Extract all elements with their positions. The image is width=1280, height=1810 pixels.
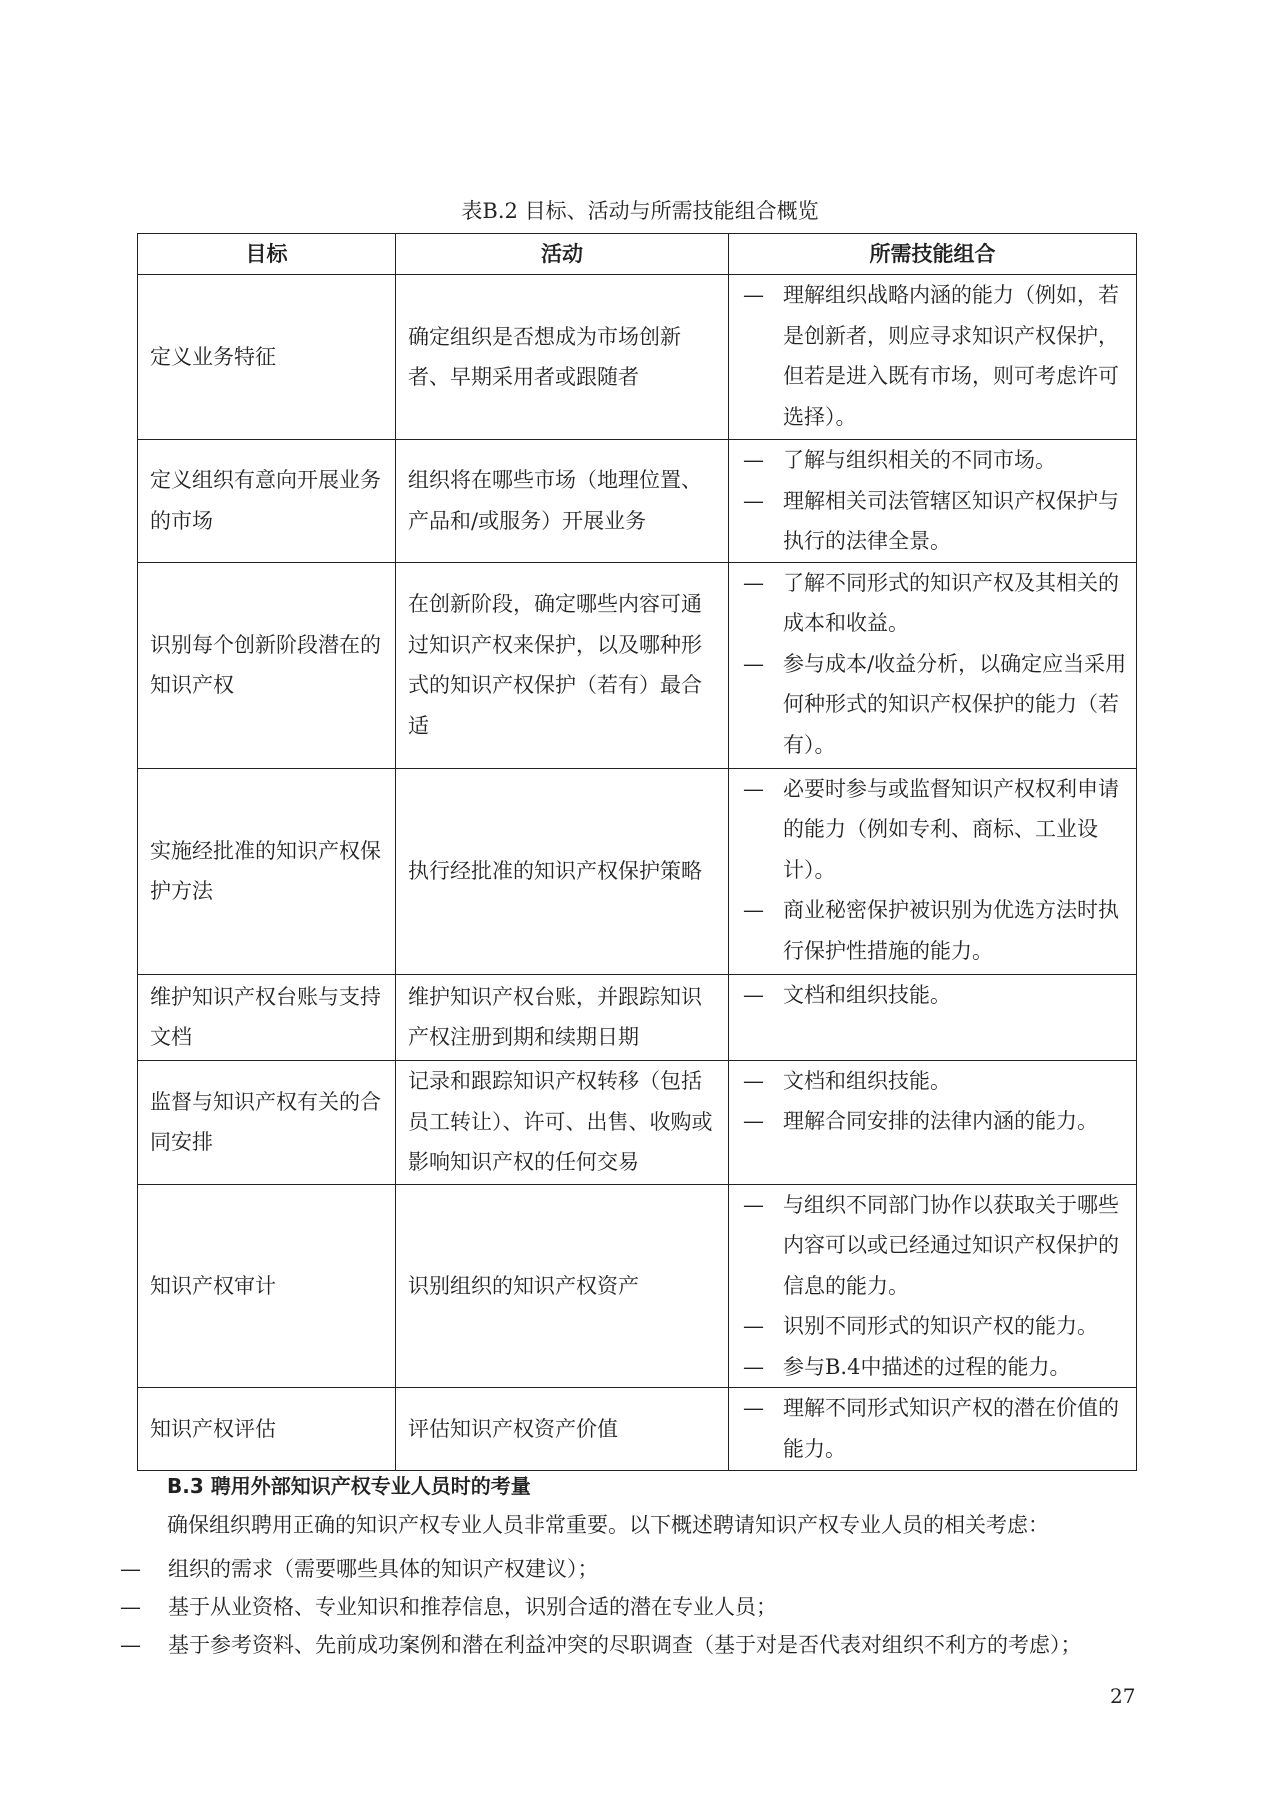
cell-skills [729, 275, 1137, 440]
cell-goal: 维护知识产权台账与支持文档 [138, 974, 396, 1060]
cell-goal: 定义组织有意向开展业务的市场 [138, 440, 396, 563]
skill-list [737, 440, 1130, 562]
skill-dash: — [743, 1396, 764, 1420]
skill-list [737, 769, 1130, 972]
skill-text: 了解不同形式的知识产权及其相关的成本和收益。 [783, 570, 1119, 635]
table-row [138, 974, 1137, 1060]
skill-dash: — [743, 1109, 764, 1133]
skill-item [737, 644, 1130, 766]
cell-skills [729, 768, 1137, 974]
skill-dash: — [743, 651, 764, 676]
skill-dash: — [743, 1314, 764, 1338]
cell-skills [729, 440, 1137, 563]
section-intro: 确保组织聘用正确的知识产权专业人员非常重要。以下概述聘请知识产权专业人员的相关考虑： [167, 1513, 1049, 1537]
table-row [138, 1060, 1137, 1184]
skill-text: 理解不同形式知识产权的潜在价值的能力。 [783, 1396, 1119, 1461]
skill-item [737, 275, 1130, 437]
cell-activity: 评估知识产权资产价值 [396, 1388, 729, 1471]
skill-text: 理解组织战略内涵的能力（例如，若是创新者，则应寻求知识产权保护，但若是进入既有市场，则可考虑许可选择）。 [783, 283, 1119, 429]
table-row [138, 1388, 1137, 1471]
skill-dash: — [743, 898, 764, 922]
cell-activity: 识别组织的知识产权资产 [396, 1184, 729, 1388]
skill-text: 参与B.4中描述的过程的能力。 [783, 1354, 1071, 1379]
cell-goal: 识别每个创新阶段潜在的知识产权 [138, 562, 396, 768]
cell-goal: 实施经批准的知识产权保护方法 [138, 768, 396, 974]
section-title: B.3 聘用外部知识产权专业人员时的考量 [167, 1474, 531, 1498]
skill-item [737, 975, 1130, 1016]
skill-list [737, 563, 1130, 766]
skill-dash: — [743, 448, 764, 472]
skill-text: 文档和组织技能。 [783, 982, 951, 1007]
table-row [138, 768, 1137, 974]
cell-skills [729, 1060, 1137, 1184]
cell-goal: 定义业务特征 [138, 275, 396, 440]
cell-activity: 记录和跟踪知识产权转移（包括员工转让）、许可、出售、收购或影响知识产权的任何交易 [396, 1060, 729, 1184]
skill-item [737, 563, 1130, 644]
skill-item [737, 769, 1130, 891]
cell-activity: 组织将在哪些市场（地理位置、产品和/或服务）开展业务 [396, 440, 729, 563]
list-dash: — [120, 1633, 141, 1657]
skill-item [737, 1347, 1130, 1388]
skill-list [737, 975, 1130, 1016]
cell-activity: 执行经批准的知识产权保护策略 [396, 768, 729, 974]
skill-item [737, 440, 1130, 481]
cell-skills [729, 974, 1137, 1060]
skill-item [737, 1101, 1130, 1142]
cell-activity: 在创新阶段，确定哪些内容可通过知识产权来保护，以及哪种形式的知识产权保护（若有）最合适 [396, 562, 729, 768]
page-number: 27 [1110, 1684, 1136, 1708]
list-dash: — [120, 1557, 141, 1581]
skill-text: 与组织不同部门协作以获取关于哪些内容可以或已经通过知识产权保护的信息的能力。 [783, 1192, 1119, 1298]
list-item [120, 1626, 1160, 1664]
skill-list [737, 1061, 1130, 1142]
table-caption: 表B.2 目标、活动与所需技能组合概览 [461, 199, 819, 223]
skill-text: 文档和组织技能。 [783, 1068, 951, 1093]
cell-skills [729, 1388, 1137, 1471]
skills-table [137, 233, 1137, 1471]
skill-text: 商业秘密保护被识别为优选方法时执行保护性措施的能力。 [783, 898, 1119, 963]
skill-text: 理解相关司法管辖区知识产权保护与执行的法律全景。 [783, 488, 1119, 553]
header-goal: 目标 [138, 234, 396, 275]
skill-item [737, 1185, 1130, 1307]
skill-dash: — [743, 982, 764, 1007]
list-item-text: 基于从业资格、专业知识和推荐信息，识别合适的潜在专业人员； [168, 1595, 777, 1619]
cell-goal: 监督与知识产权有关的合同安排 [138, 1060, 396, 1184]
header-activity: 活动 [396, 234, 729, 275]
skill-dash: — [743, 570, 764, 595]
skill-text: 理解合同安排的法律内涵的能力。 [783, 1109, 1098, 1133]
list-item-text: 基于参考资料、先前成功案例和潜在利益冲突的尽职调查（基于对是否代表对组织不利方的考虑）； [168, 1633, 1082, 1657]
skill-dash: — [743, 1354, 764, 1379]
cell-goal: 知识产权评估 [138, 1388, 396, 1471]
skill-text: 识别不同形式的知识产权的能力。 [783, 1314, 1098, 1338]
list-dash: — [120, 1595, 141, 1619]
cell-skills [729, 1184, 1137, 1388]
table-row [138, 1184, 1137, 1388]
skill-dash: — [743, 488, 764, 513]
table-row [138, 440, 1137, 563]
section-bullet-list [120, 1550, 1160, 1664]
skill-list [737, 1388, 1130, 1469]
cell-skills [729, 562, 1137, 768]
table-header-row [138, 234, 1137, 275]
skill-item [737, 890, 1130, 971]
skill-item [737, 1388, 1130, 1469]
skill-dash: — [743, 283, 764, 307]
list-item-text: 组织的需求（需要哪些具体的知识产权建议）； [168, 1557, 599, 1581]
skill-dash: — [743, 1068, 764, 1093]
skill-text: 参与成本/收益分析，以确定应当采用何种形式的知识产权保护的能力（若有）。 [783, 651, 1127, 757]
skill-item [737, 1061, 1130, 1102]
skill-item [737, 481, 1130, 562]
table-row [138, 275, 1137, 440]
skill-list [737, 275, 1130, 437]
skill-dash: — [743, 1192, 764, 1217]
skill-dash: — [743, 776, 764, 801]
list-item [120, 1550, 1160, 1588]
cell-goal: 知识产权审计 [138, 1184, 396, 1388]
cell-activity: 维护知识产权台账，并跟踪知识产权注册到期和续期日期 [396, 974, 729, 1060]
skill-item [737, 1306, 1130, 1347]
list-item [120, 1588, 1160, 1626]
skill-text: 必要时参与或监督知识产权权利申请的能力（例如专利、商标、工业设计）。 [783, 776, 1119, 882]
header-skills: 所需技能组合 [729, 234, 1137, 275]
skill-text: 了解与组织相关的不同市场。 [783, 448, 1056, 472]
cell-activity: 确定组织是否想成为市场创新者、早期采用者或跟随者 [396, 275, 729, 440]
table-row [138, 562, 1137, 768]
skill-list [737, 1185, 1130, 1388]
